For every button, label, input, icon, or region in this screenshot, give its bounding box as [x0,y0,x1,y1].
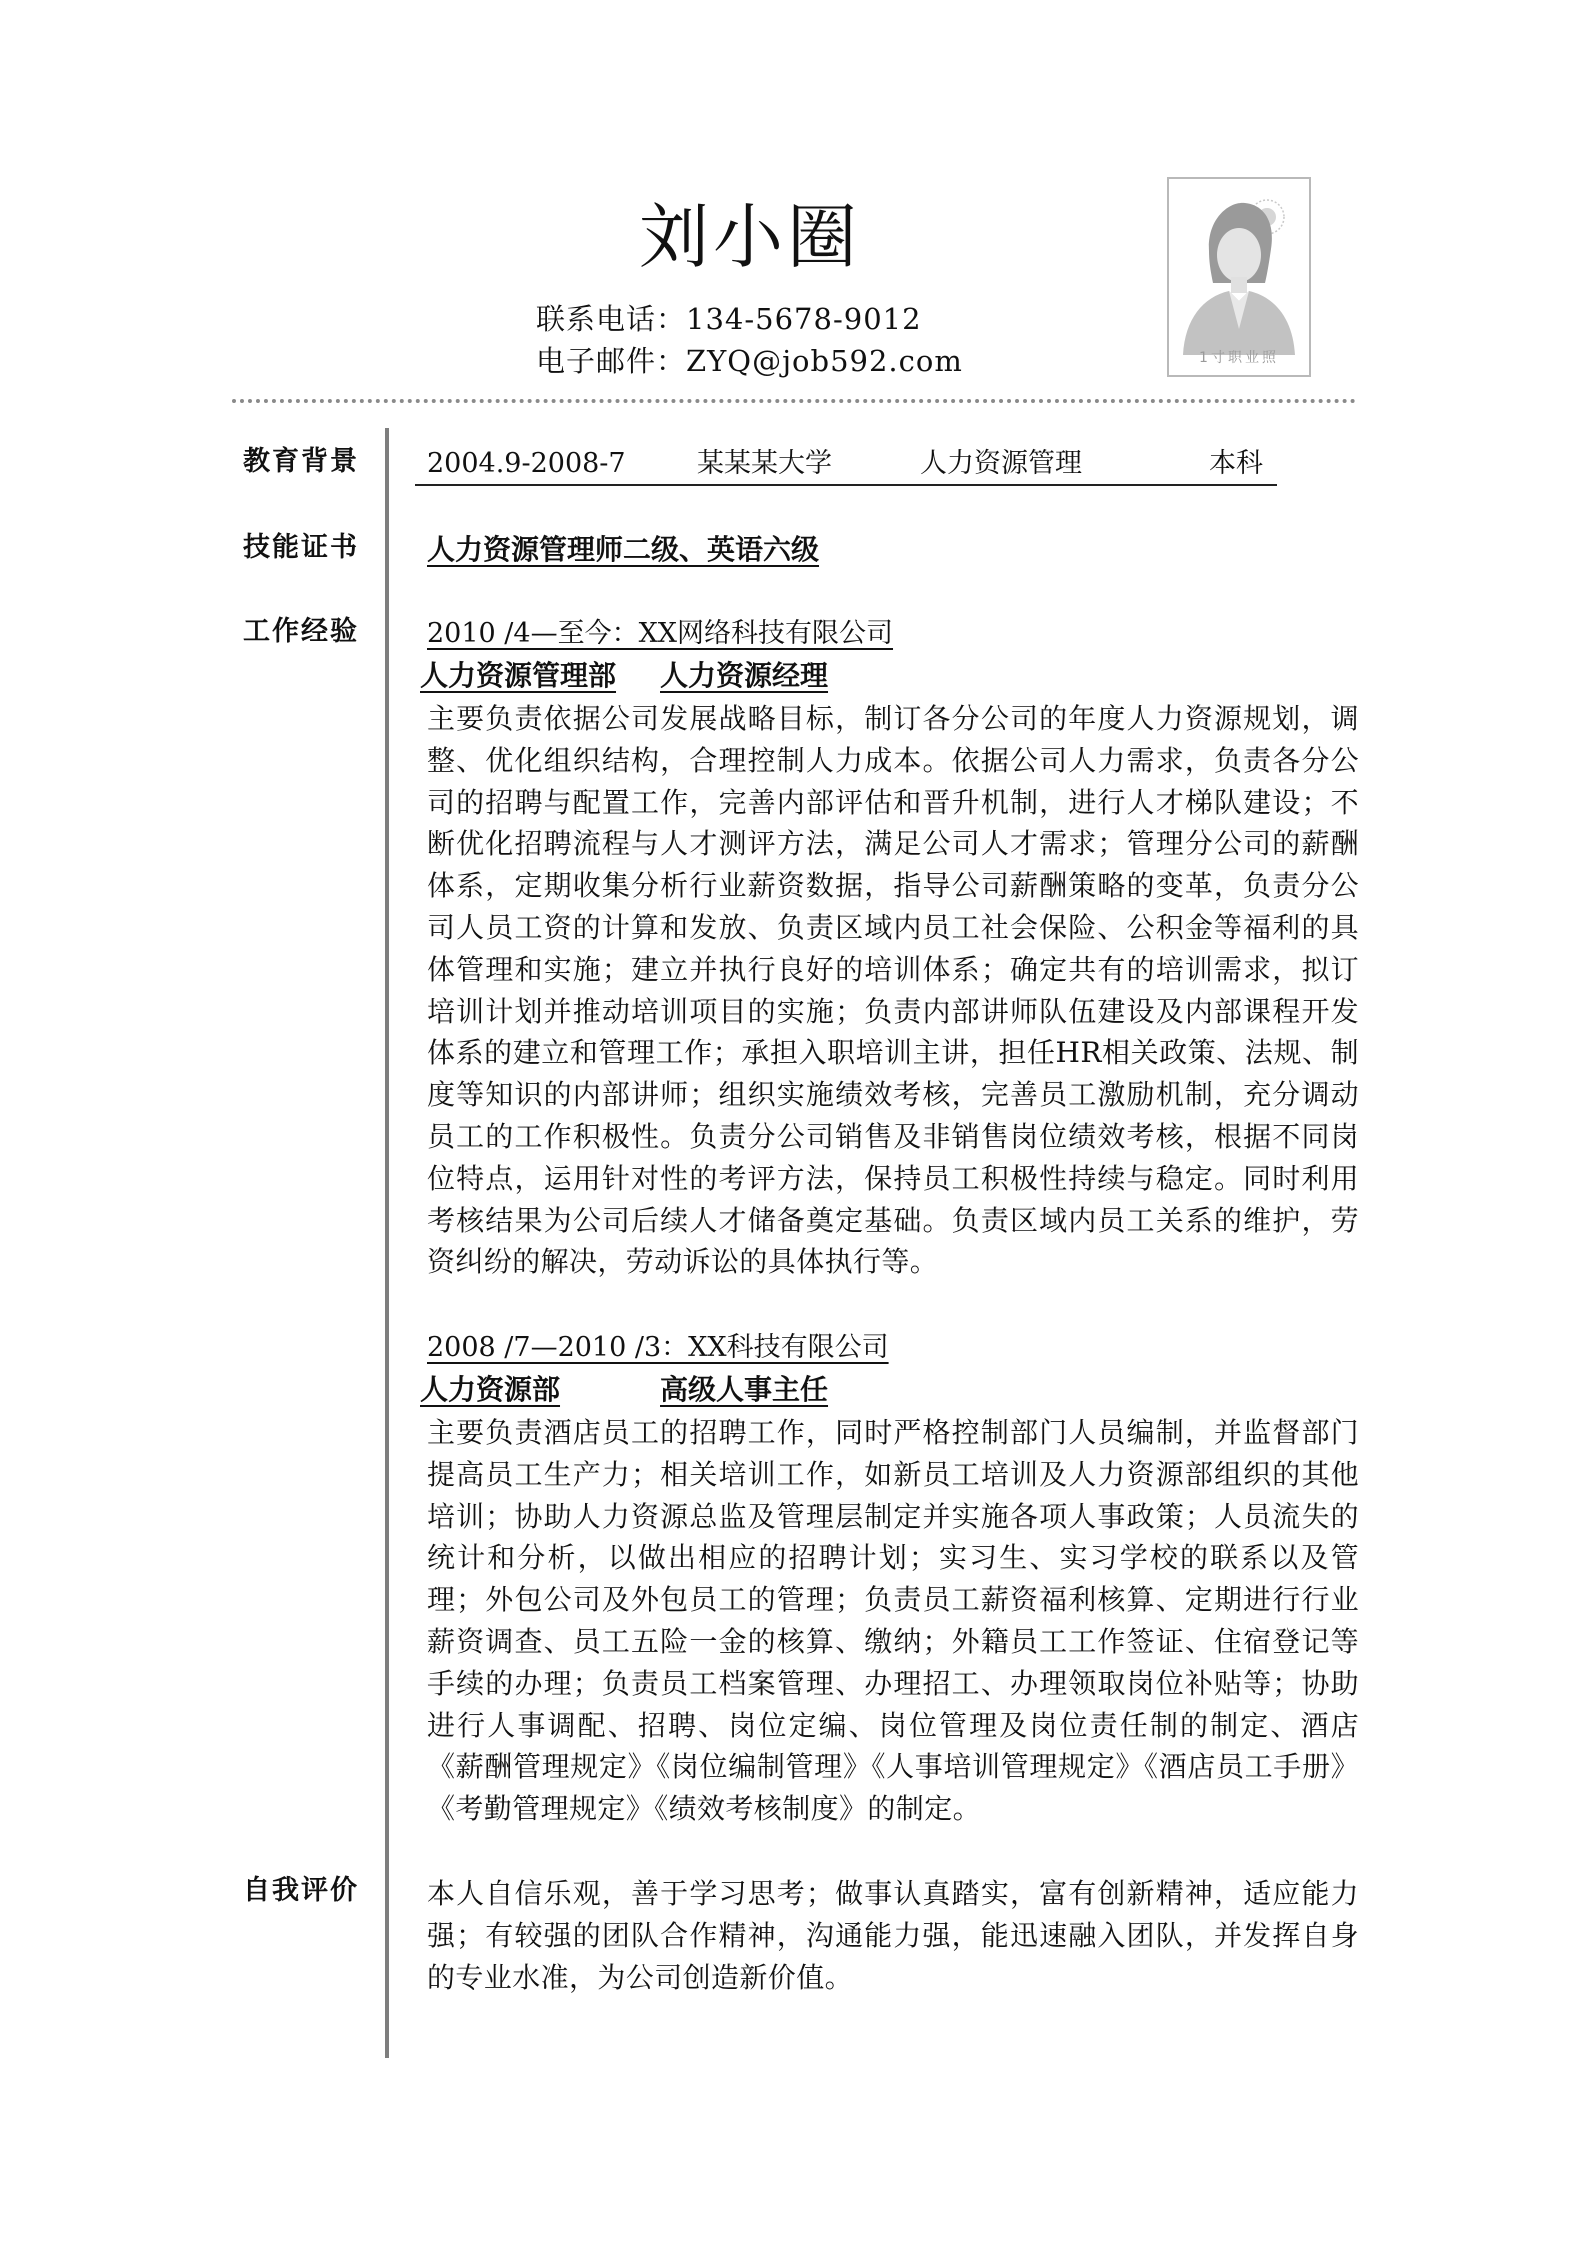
contact-email: 电子邮件：ZYQ@job592.com [536,344,963,378]
job-description: 主要负责酒店员工的招聘工作，同时严格控制部门人员编制，并监督部门提高员工生产力；相关培训工作，如新员工培训及人力资源部组织的其他培训；协助人力资源总监及管理层制定并实施各项人事政策；人员流失的统计和分析，以做出相应的招聘计划；实习生、实习学校的联系以及管理；外包公司及外包员工的管理；负责员工薪资福利核算、定期进行行业薪资调查、员工五险一金的核算、缴纳；外籍员工工作签证、住宿登记等手续的办理；负责员工档案管理、办理招工、办理领取岗位补贴等；协助进行人事调配、招聘、岗位定编、岗位管理及岗位责任制的制定、酒店《薪酬管理规定》《岗位编制管理》《人事培训管理规定》《酒店员工手册》《考勤管理规定》《绩效考核制度》的制定。 [427,1416,1359,1826]
job-department: 人力资源管理部 [420,659,617,692]
job-subheading [420,1370,828,1410]
section-divider [385,428,389,2058]
skills-label: 技能证书 [243,532,359,563]
job-heading: 2010 /4—至今：XX网络科技有限公司 [427,618,894,649]
job-title: 高级人事主任 [660,1373,829,1406]
job-title: 人力资源经理 [660,659,829,692]
job-department: 人力资源部 [420,1373,561,1406]
education-row [415,444,1277,486]
education-date: 2004.9-2008-7 [427,448,626,479]
job-heading: 2008 /7—2010 /3：XX科技有限公司 [427,1332,889,1363]
education-major: 人力资源管理 [920,448,1082,479]
education-school: 某某某大学 [697,448,832,479]
work-label: 工作经验 [243,616,359,647]
candidate-name: 刘小圈 [639,196,861,278]
header-divider [232,399,1356,403]
contact-phone: 联系电话：134-5678-9012 [536,302,922,336]
person-silhouette-icon [1169,179,1309,375]
job-description: 主要负责依据公司发展战略目标，制订各分公司的年度人力资源规划，调整、优化组织结构，合理控制人力成本。依据公司人力需求，负责各分公司的招聘与配置工作，完善内部评估和晋升机制，进行人才梯队建设；不断优化招聘流程与人才测评方法，满足公司人才需求；管理分公司的薪酬体系，定期收集分析行业薪资数据，指导公司薪酬策略的变革，负责分公司人员工资的计算和发放、负责区域内员工社会保险、公积金等福利的具体管理和实施；建立并执行良好的培训体系；确定共有的培训需求，拟订培训计划并推动培训项目的实施；负责内部讲师队伍建设及内部课程开发体系的建立和管理工作；承担入职培训主讲，担任HR相关政策、法规、制度等知识的内部讲师；组织实施绩效考核，完善员工激励机制，充分调动员工的工作积极性。负责分公司销售及非销售岗位绩效考核，根据不同岗位特点，运用针对性的考评方法，保持员工积极性持续与稳定。同时利用考核结果为公司后续人才储备奠定基础。负责区域内员工关系的维护，劳资纠纷的解决，劳动诉讼的具体执行等。 [427,702,1359,1279]
skills-text: 人力资源管理师二级、英语六级 [427,533,820,566]
photo-caption: 1寸职业照 [1199,350,1279,366]
education-degree: 本科 [1209,448,1263,479]
self-evaluation-text: 本人自信乐观，善于学习思考；做事认真踏实，富有创新精神，适应能力强；有较强的团队合作精神，沟通能力强，能迅速融入团队，并发挥自身的专业水准，为公司创造新价值。 [427,1877,1359,1994]
education-label: 教育背景 [243,446,359,477]
profile-photo [1167,177,1311,377]
job-subheading [420,656,828,696]
self-evaluation-label: 自我评价 [243,1875,359,1906]
